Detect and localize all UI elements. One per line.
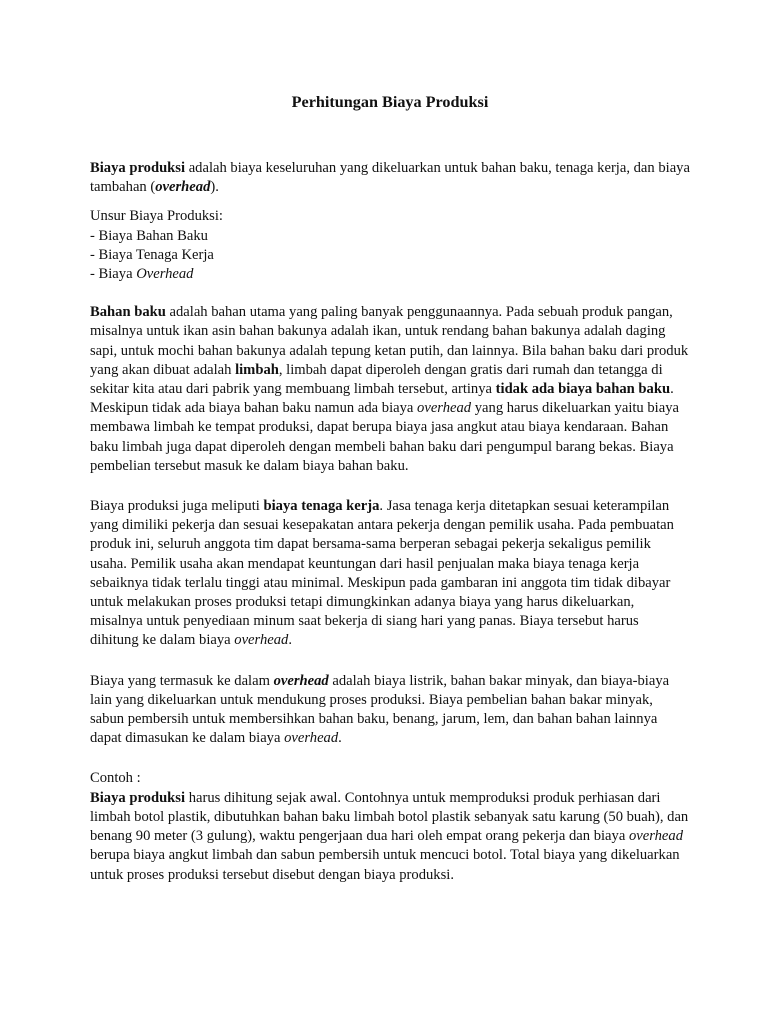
tenaga-kerja-text-3: . (288, 632, 292, 649)
unsur-list (90, 207, 690, 284)
bahan-baku-text-1: adalah bahan utama yang paling banyak penggunaannya. Pada sebuah produk pangan, misalnya untuk ikan asin bahan bakunya adalah ikan, untuk rendang bahan bakunya adalah daging sapi, untuk mochi bahan bakunya adalah tepung ketan putih, dan lainnya. Bila bahan baku dari produk yang akan dibuat adalah (90, 304, 689, 378)
unsur-item-3-prefix: - Biaya (90, 266, 137, 283)
overhead-text-2: adalah biaya listrik, bahan bakar minyak, dan biaya-biaya lain yang dikeluarkan untuk mendukung proses produksi. Biaya pembelian bahan bakar minyak, sabun pembersih untuk membersihkan bahan baku, benang, jarum, lem, dan bahan bahan lainnya dapat dimasukan ke dalam biaya (90, 672, 670, 747)
term-overhead-bold: overhead (273, 672, 329, 689)
unsur-item-overhead (90, 265, 690, 284)
intro-text-1: adalah biaya keseluruhan yang dikeluarkan untuk bahan baku, tenaga kerja, dan biaya tambahan ( (90, 160, 690, 196)
overhead-text-3: . (338, 730, 342, 747)
term-limbah: limbah (235, 361, 279, 378)
term-bahan-baku: Bahan baku (90, 304, 166, 321)
document-title: Perhitungan Biaya Produksi (291, 93, 489, 111)
contoh-text-2: berupa biaya angkut limbah dan sabun pembersih untuk mencuci botol. Total biaya yang dikeluarkan untuk proses produksi tersebut disebut dengan biaya produksi. (90, 847, 680, 883)
overhead-text-1: Biaya yang termasuk ke dalam (90, 672, 274, 689)
bahan-baku-text-3: . Meskipun tidak ada biaya bahan baku namun ada biaya (90, 381, 674, 417)
paragraph-overhead (90, 672, 690, 749)
unsur-item-tenaga-kerja: - Biaya Tenaga Kerja (90, 246, 214, 263)
term-biaya-produksi-contoh: Biaya produksi (90, 789, 186, 806)
unsur-item-bahan-baku: - Biaya Bahan Baku (90, 227, 208, 244)
italic-overhead-3: overhead (284, 730, 339, 747)
bahan-baku-text-2: , limbah dapat diperoleh dengan gratis dari rumah dan tetangga di sekitar kita atau dari pabrik yang membuang limbah tersebut, artinya (90, 361, 663, 398)
italic-overhead-4: overhead (628, 828, 683, 845)
italic-overhead-2: overhead (234, 632, 289, 649)
contoh-heading: Contoh : (90, 770, 141, 787)
paragraph-tenaga-kerja (90, 497, 690, 651)
unsur-heading: Unsur Biaya Produksi: (90, 208, 223, 225)
italic-overhead-1: overhead (417, 400, 472, 417)
term-biaya-produksi: Biaya produksi (90, 160, 186, 176)
paragraph-contoh (90, 789, 690, 885)
tenaga-kerja-text-1: Biaya produksi juga meliputi (90, 498, 264, 515)
bahan-baku-text-4: yang harus dikeluarkan yaitu biaya membawa limbah ke tempat produksi, dapat berupa biaya jasa angkut atau biaya kendaraan. Bahan baku limbah juga dapat diperoleh dengan membeli bahan baku dari pengumpul barang bekas. Biaya pembelian tersebut masuk ke dalam biaya bahan baku. (90, 400, 679, 474)
unsur-item-3-italic: Overhead (136, 266, 194, 283)
document-content (90, 92, 690, 885)
tenaga-kerja-text-2: . Jasa tenaga kerja ditetapkan sesuai keterampilan yang dimiliki pekerja dan sesuai kesepakatan antara pekerja dengan pemilik usaha. Pada pembuatan produk ini, seluruh anggota tim dapat bersama-sama berperan sebagai pekerja sekaligus pemilik usaha. Pemilik usaha akan mendapat keuntungan dari hasil penjualan maka biaya tenaga kerja sebaiknya tidak terlalu tinggi atau minimal. Meskipun pada gambaran ini anggota tim tidak dibayar untuk melakukan proses produksi tetapi dimungkinkan adanya biaya yang harus dikeluarkan, misalnya untuk penyediaan minum saat bekerja di siang hari yang panas. Biaya tersebut harus dihitung ke dalam biaya (90, 498, 674, 649)
contoh-text-1: harus dihitung sejak awal. Contohnya untuk memproduksi produk perhiasan dari limbah botol plastik, dibutuhkan bahan baku limbah botol plastik sebanyak satu karung (50 buah), dan benang 90 meter (3 gulung), waktu pengerjaan dua hari oleh empat orang pekerja dan biaya (90, 789, 689, 845)
term-overhead: overhead (155, 179, 211, 196)
paragraph-bahan-baku (90, 303, 690, 476)
term-biaya-tenaga-kerja: biaya tenaga kerja (263, 498, 380, 515)
paragraph-intro (90, 159, 690, 197)
intro-text-2: ). (210, 179, 219, 196)
term-tidak-ada-biaya: tidak ada biaya bahan baku (495, 381, 671, 398)
